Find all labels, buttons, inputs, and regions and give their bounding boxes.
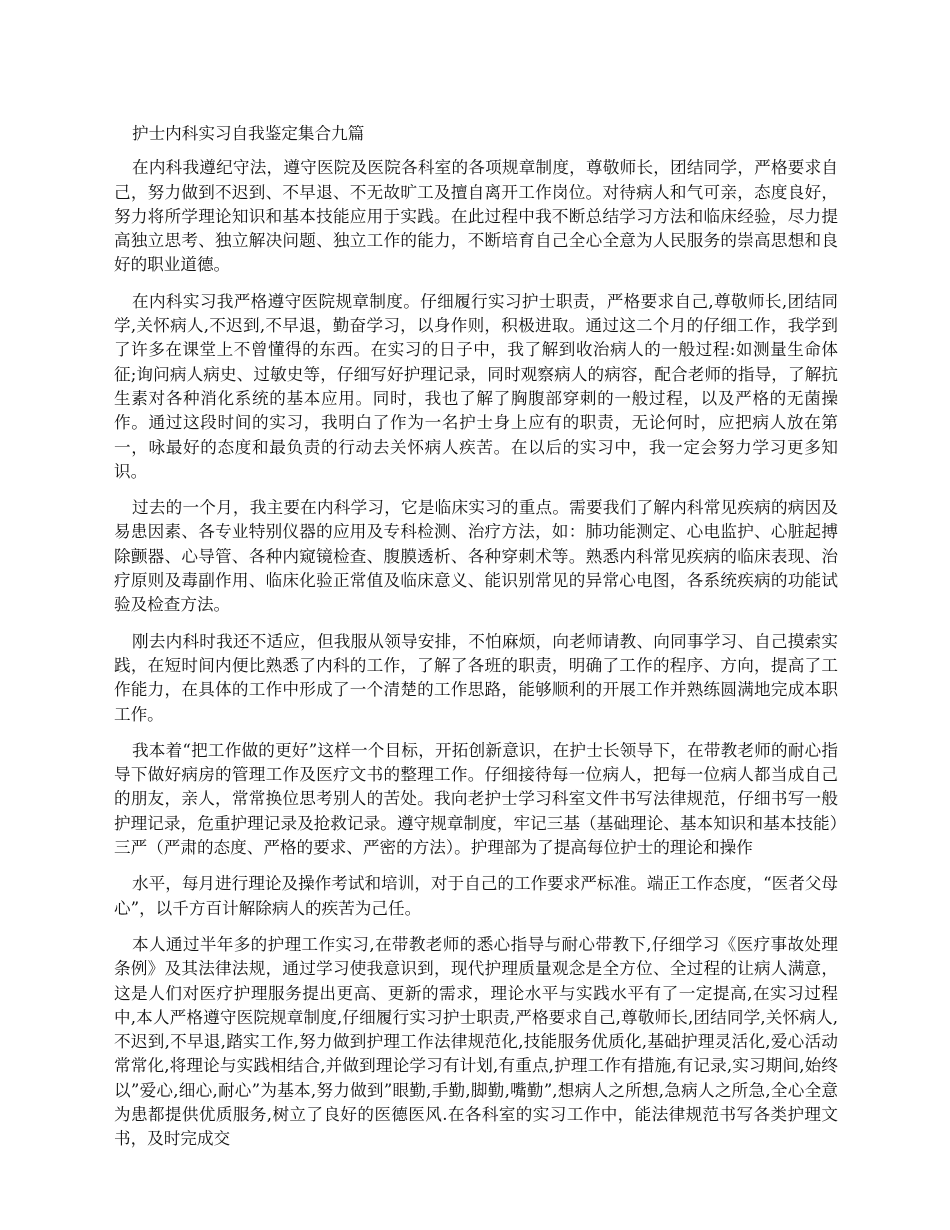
paragraph-1: 在内科我遵纪守法，遵守医院及医院各科室的各项规章制度，尊敬师长，团结同学，严格要求自己，努力做到不迟到、不早退、不无故旷工及擅自离开工作岗位。对待病人和气可亲，态度良好，努力将所学理论知识和基本技能应用于实践。在此过程中我不断总结学习方法和临床经验，尽力提高独立思考、独立解决问题、独立工作的能力，不断培育自己全心全意为人民服务的崇高思想和良好的职业道德。 (114, 158, 838, 275)
paragraph-3: 过去的一个月，我主要在内科学习，它是临床实习的重点。需要我们了解内科常见疾病的病因及易患因素、各专业特别仪器的应用及专科检测、治疗方法，如：肺功能测定、心电监护、心脏起搏除颤器、心导管、各种内窥镜检查、腹膜透析、各种穿刺术等。熟悉内科常见疾病的临床表现、治疗原则及毒副作用、临床化验正常值及临床意义、能识别常见的异常心电图，各系统疾病的功能试验及检查方法。 (114, 498, 838, 615)
paragraph-5: 我本着“把工作做的更好”这样一个目标，开拓创新意识，在护士长领导下，在带教老师的耐心指导下做好病房的管理工作及医疗文书的整理工作。仔细接待每一位病人，把每一位病人都当成自己的朋友，亲人，常常换位思考别人的苦处。我向老护士学习科室文件书写法律规范，仔细书写一般护理记录，危重护理记录及抢救记录。遵守规章制度，牢记三基（基础理论、基本知识和基本技能）三严（严肃的态度、严格的要求、严密的方法）。护理部为了提高每位护士的理论和操作 (114, 740, 838, 858)
paragraph-4: 刚去内科时我还不适应，但我服从领导安排，不怕麻烦，向老师请教、向同事学习、自己摸索实践，在短时间内便比熟悉了内科的工作，了解了各班的职责，明确了工作的程序、方向，提高了工作能力，在具体的工作中形成了一个清楚的工作思路，能够顺利的开展工作并熟练圆满地完成本职工作。 (114, 631, 838, 724)
document-title: 护士内科实习自我鉴定集合九篇 (132, 124, 365, 143)
paragraph-6: 水平，每月进行理论及操作考试和培训，对于自己的工作要求严标准。端正工作态度，“医者父母心”，以千方百计解除病人的疾苦为己任。 (114, 874, 838, 918)
document-page (114, 122, 838, 1164)
paragraph-7: 本人通过半年多的护理工作实习,在带教老师的悉心指导与耐心带教下,仔细学习《医疗事故处理条例》及其法律法规，通过学习使我意识到，现代护理质量观念是全方位、全过程的让病人满意，这是人们对医疗护理服务提出更高、更新的需求，理论水平与实践水平有了一定提高,在实习过程中,本人严格遵守医院规章制度,仔细履行实习护士职责,严格要求自己,尊敬师长,团结同学,关怀病人,不迟到,不早退,踏实工作,努力做到护理工作法律规范化,技能服务优质化,基础护理灵活化,爱心活动常常化,将理论与实践相结合,并做到理论学习有计划,有重点,护理工作有措施,有记录,实习期间,始终以”爱心,细心,耐心”为基本,努力做到”眼勤,手勤,脚勤,嘴勤”,想病人之所想,急病人之所急,全心全意为患都提供优质服务,树立了良好的医德医风.在各科室的实习工作中，能法律规范书写各类护理文书，及时完成交 (114, 934, 838, 1149)
paragraph-2: 在内科实习我严格遵守医院规章制度。仔细履行实习护士职责，严格要求自己,尊敬师长,团结同学,关怀病人,不迟到,不早退，勤奋学习，以身作则，积极进取。通过这二个月的仔细工作，我学到了许多在课堂上不曾懂得的东西。在实习的日子中，我了解到收治病人的一般过程:如测量生命体征;询问病人病史、过敏史等，仔细写好护理记录，同时观察病人的病容，配合老师的指导，了解抗生素对各种消化系统的基本应用。同时，我也了解了胸腹部穿刺的一般过程，以及严格的无菌操作。通过这段时间的实习，我明白了作为一名护士身上应有的职责，无论何时，应把病人放在第一，咏最好的态度和最负责的行动去关怀病人疾苦。在以后的实习中，我一定会努力学习更多知识。 (114, 291, 838, 481)
